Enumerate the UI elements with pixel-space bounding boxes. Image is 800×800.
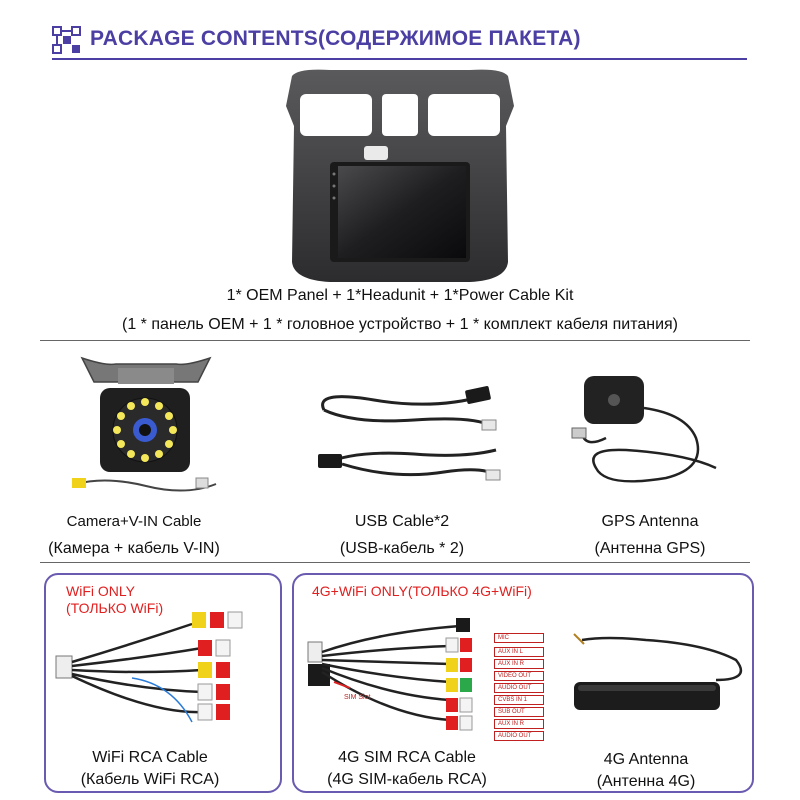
accessory-camera-name: Camera+V-IN Cable — [66, 513, 202, 530]
page-title: PACKAGE CONTENTS(СОДЕРЖИМОЕ ПАКЕТА) — [90, 27, 581, 50]
accessory-gps-name-ru: (Антенна GPS) — [594, 540, 706, 557]
accessory-gps-name: GPS Antenna — [601, 513, 699, 530]
connector-tag: AUX IN L — [494, 647, 544, 657]
sim-slot-label: SIM Slot — [344, 694, 371, 701]
main-item-line2: (1 * панель OEM + 1 * головное устройство + 1 * комплект кабеля питания) — [121, 316, 678, 333]
accessory-camera-caption — [16, 510, 252, 561]
4g-antenna-image — [566, 630, 746, 714]
4g-antenna-name: 4G Antenna — [603, 751, 689, 768]
connector-tag: CVBS IN 1 — [494, 695, 544, 705]
usb-cable-image — [314, 380, 504, 490]
connector-tag: AUX IN R — [494, 659, 544, 669]
wifi-rca-name: WiFi RCA Cable — [92, 749, 208, 766]
accessory-usb-name-ru: (USB-кабель * 2) — [339, 540, 465, 557]
4g-antenna-name-ru: (Антенна 4G) — [596, 773, 696, 790]
gps-antenna-image — [566, 368, 736, 498]
connector-tag: AUDIO OUT — [494, 731, 544, 741]
main-item-caption — [0, 284, 800, 337]
4g-sim-rca-name-ru: (4G SIM-кабель RCA) — [327, 771, 487, 788]
divider — [40, 340, 750, 341]
headunit-panel-image — [270, 66, 530, 286]
wifi-only-label-ru: (ТОЛЬКО WiFi) — [66, 600, 164, 616]
4g-wifi-only-label: 4G+WiFi ONLY(ТОЛЬКО 4G+WiFi) — [312, 583, 532, 599]
wifi-rca-name-ru: (Кабель WiFi RCA) — [80, 771, 220, 788]
connector-tag-list — [494, 633, 544, 741]
4g-sim-rca-name: 4G SIM RCA Cable — [338, 749, 476, 766]
wifi-rca-caption — [30, 746, 270, 792]
accessory-usb-name: USB Cable*2 — [354, 513, 450, 530]
main-item-line1: 1* OEM Panel + 1*Headunit + 1*Power Cable Kit — [226, 287, 574, 304]
connector-tag: AUDIO OUT — [494, 683, 544, 693]
connector-tag: VIDEO OUT — [494, 671, 544, 681]
accessory-gps-caption — [532, 510, 768, 561]
connector-tag: AUX IN R — [494, 719, 544, 729]
wifi-rca-cable-image — [52, 604, 252, 728]
connector-tag: MIC — [494, 633, 544, 643]
4g-rca-cable-image — [300, 612, 500, 738]
4g-sim-rca-caption — [292, 746, 522, 792]
connector-tag: SUB OUT — [494, 707, 544, 717]
camera-image — [66, 350, 226, 500]
accessory-usb-caption — [284, 510, 520, 561]
header-underline — [52, 58, 747, 60]
divider — [40, 562, 750, 563]
accessory-camera-name-ru: (Камера + кабель V-IN) — [48, 540, 220, 557]
wifi-only-label: WiFi ONLY — [66, 583, 135, 599]
4g-antenna-caption — [546, 748, 746, 794]
grid-network-icon — [52, 26, 82, 54]
